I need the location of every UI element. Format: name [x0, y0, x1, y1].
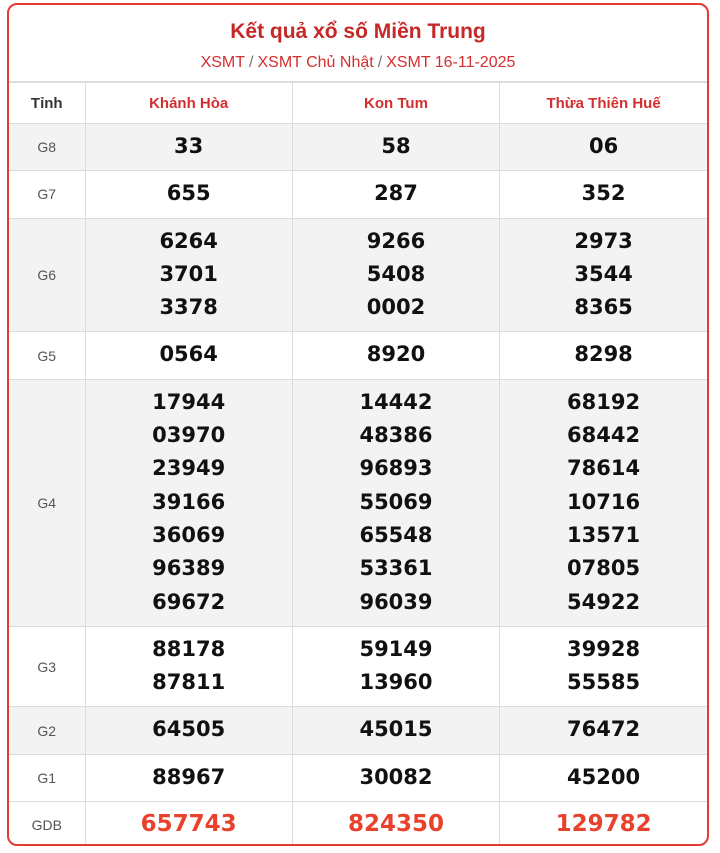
- result-number: 17944: [152, 389, 226, 414]
- prize-label: G7: [9, 171, 85, 218]
- prize-label: G4: [9, 379, 85, 626]
- result-cell-numbers: [500, 755, 707, 801]
- table-header-row: [9, 83, 707, 124]
- result-cell-numbers: [86, 171, 292, 217]
- result-number: 287: [374, 181, 418, 206]
- result-number: 53361: [359, 556, 433, 581]
- result-number: 55069: [359, 489, 433, 514]
- result-cell-numbers: [500, 171, 707, 217]
- prize-label: GDB: [9, 802, 85, 846]
- prize-row-g4: [9, 379, 707, 626]
- result-cell: [292, 626, 499, 707]
- prize-row-g2: [9, 707, 707, 754]
- result-cell: [85, 218, 292, 332]
- result-cell: [292, 171, 499, 218]
- breadcrumb-link-weekday[interactable]: XSMT Chủ Nhật: [257, 54, 374, 71]
- result-cell: [500, 707, 707, 754]
- result-number: 2973: [574, 228, 633, 253]
- prize-row-g1: [9, 754, 707, 801]
- result-number: 5408: [366, 261, 426, 286]
- result-cell: [500, 124, 707, 171]
- result-cell: [85, 124, 292, 171]
- result-cell: [292, 707, 499, 754]
- result-number: 96039: [359, 589, 433, 614]
- result-number: 0564: [159, 342, 218, 367]
- result-number: 39928: [567, 636, 641, 661]
- result-cell-numbers: [500, 627, 707, 707]
- result-cell: [85, 379, 292, 626]
- page-title: Kết quả xổ số Miền Trung: [230, 20, 486, 43]
- result-cell-numbers: [293, 380, 499, 626]
- result-number: 3544: [574, 261, 633, 286]
- result-cell-numbers: [500, 219, 707, 332]
- prize-row-g7: [9, 171, 707, 218]
- result-cell: [85, 707, 292, 754]
- jackpot-number: 657743: [140, 811, 237, 838]
- result-number: 10716: [567, 489, 641, 514]
- result-number: 39166: [152, 489, 226, 514]
- result-number: 45015: [359, 717, 433, 742]
- result-cell: [292, 379, 499, 626]
- result-number: 8920: [366, 342, 426, 367]
- result-cell: [500, 218, 707, 332]
- result-cell-numbers: [293, 707, 499, 753]
- result-number: 30082: [359, 764, 433, 789]
- result-number: 06: [588, 134, 619, 158]
- result-cell: [292, 332, 499, 379]
- result-number: 0002: [366, 295, 426, 320]
- result-number: 69672: [152, 589, 226, 614]
- result-cell-numbers: [86, 707, 292, 753]
- result-cell: [500, 626, 707, 707]
- result-cell-numbers: [293, 219, 499, 332]
- prize-row-g3: [9, 626, 707, 707]
- result-cell-numbers: [293, 171, 499, 217]
- results-body: [9, 124, 707, 847]
- result-cell: [500, 754, 707, 801]
- result-cell-numbers: [86, 219, 292, 332]
- result-number: 87811: [152, 670, 226, 695]
- result-number: 68442: [567, 423, 641, 448]
- result-cell: [292, 218, 499, 332]
- result-cell-numbers: [500, 332, 707, 378]
- jackpot-number: 824350: [347, 811, 444, 838]
- result-cell: [85, 802, 292, 846]
- breadcrumb-separator: /: [377, 54, 383, 71]
- result-number: 13960: [359, 670, 433, 695]
- result-number: 96389: [152, 556, 226, 581]
- breadcrumb-link-date[interactable]: XSMT 16-11-2025: [386, 54, 516, 71]
- prize-label: G3: [9, 626, 85, 707]
- result-number: 13571: [567, 522, 641, 547]
- result-number: 54922: [567, 589, 641, 614]
- result-number: 352: [581, 181, 626, 206]
- result-cell-numbers: [86, 755, 292, 801]
- result-cell-numbers: [293, 332, 499, 378]
- result-cell: [292, 802, 499, 846]
- result-number: 36069: [152, 522, 226, 547]
- result-number: 68192: [567, 389, 641, 414]
- result-number: 03970: [152, 423, 226, 448]
- result-number: 88178: [152, 636, 226, 661]
- result-number: 88967: [152, 764, 226, 789]
- result-number: 65548: [359, 522, 433, 547]
- result-cell: [292, 124, 499, 171]
- result-cell-numbers: [86, 380, 292, 626]
- result-cell-numbers: [500, 380, 707, 626]
- result-cell-numbers: [500, 124, 707, 170]
- result-number: 3701: [159, 261, 218, 286]
- province-column-label: Tỉnh: [9, 83, 85, 124]
- prize-label: G6: [9, 218, 85, 332]
- result-cell-numbers: [86, 124, 292, 170]
- result-number: 78614: [567, 456, 641, 481]
- prize-label: G1: [9, 754, 85, 801]
- result-number: 48386: [359, 423, 433, 448]
- result-number: 45200: [567, 764, 641, 789]
- result-cell-numbers: [86, 802, 292, 846]
- result-number: 8298: [574, 342, 633, 367]
- results-header: [9, 5, 707, 82]
- result-number: 96893: [359, 456, 433, 481]
- prize-row-g8: [9, 124, 707, 171]
- breadcrumb-separator: /: [249, 54, 254, 71]
- result-number: 8365: [574, 295, 633, 320]
- result-number: 3378: [159, 295, 218, 320]
- result-cell: [292, 754, 499, 801]
- result-cell-numbers: [500, 802, 707, 846]
- result-cell: [85, 171, 292, 218]
- results-table: [9, 82, 707, 846]
- result-cell: [500, 332, 707, 379]
- province-header-thua-thien-hue[interactable]: Thừa Thiên Huế: [500, 83, 707, 124]
- prize-label: G2: [9, 707, 85, 754]
- result-number: 07805: [567, 556, 641, 581]
- result-number: 33: [174, 134, 204, 158]
- result-number: 59149: [359, 636, 433, 661]
- result-cell-numbers: [293, 755, 499, 801]
- result-cell: [500, 379, 707, 626]
- result-cell: [500, 802, 707, 846]
- jackpot-number: 129782: [555, 811, 652, 838]
- result-cell: [85, 332, 292, 379]
- result-cell-numbers: [500, 707, 707, 753]
- breadcrumb-link-xsmt[interactable]: XSMT: [200, 54, 246, 71]
- result-number: 58: [381, 134, 411, 158]
- result-number: 9266: [366, 228, 426, 253]
- result-cell-numbers: [293, 627, 499, 707]
- result-cell-numbers: [293, 124, 499, 170]
- prize-label: G5: [9, 332, 85, 379]
- result-number: 23949: [152, 456, 226, 481]
- prize-row-g6: [9, 218, 707, 332]
- result-cell-numbers: [293, 802, 499, 846]
- prize-row-gdb: [9, 802, 707, 846]
- breadcrumb: [9, 53, 707, 73]
- result-number: 76472: [567, 717, 641, 742]
- result-cell: [500, 171, 707, 218]
- province-header-khanh-hoa[interactable]: Khánh Hòa: [85, 83, 292, 124]
- province-header-kon-tum[interactable]: Kon Tum: [292, 83, 499, 124]
- result-cell: [85, 626, 292, 707]
- result-number: 64505: [152, 717, 226, 742]
- result-cell-numbers: [86, 627, 292, 707]
- results-card: [7, 3, 709, 846]
- prize-label: G8: [9, 124, 85, 171]
- result-cell-numbers: [86, 332, 292, 378]
- result-cell: [85, 754, 292, 801]
- result-number: 55585: [567, 670, 641, 695]
- prize-row-g5: [9, 332, 707, 379]
- result-number: 6264: [159, 228, 218, 253]
- result-number: 14442: [359, 389, 433, 414]
- result-number: 655: [166, 181, 211, 206]
